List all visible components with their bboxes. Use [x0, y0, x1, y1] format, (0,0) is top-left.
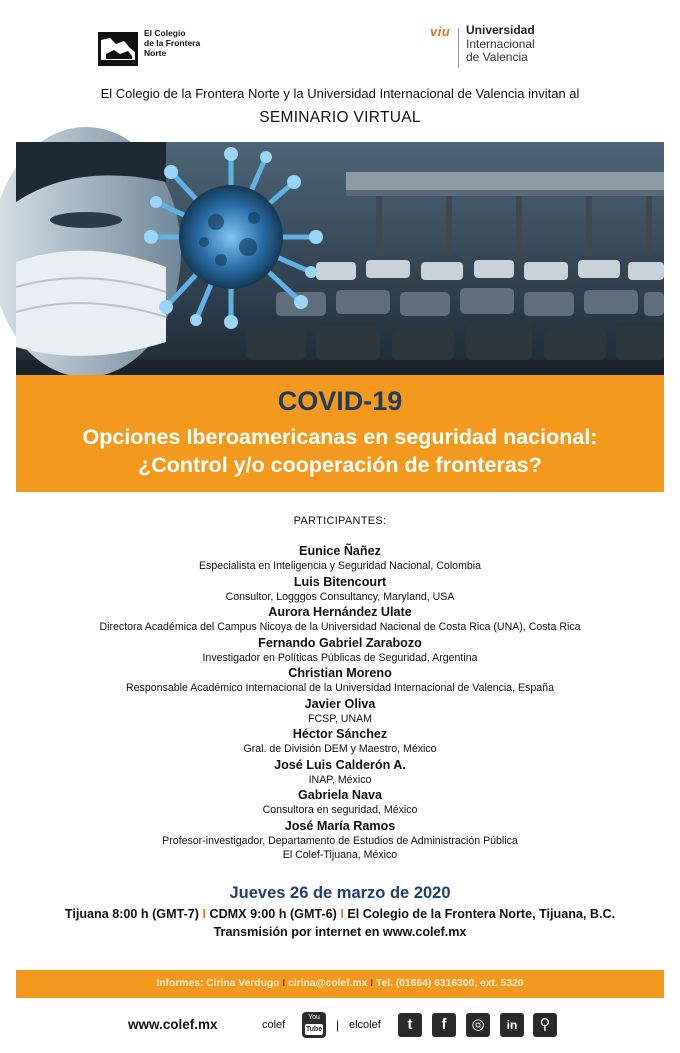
time-tijuana: Tijuana 8:00 h (GMT-7)	[64, 907, 199, 921]
colef-logo	[98, 28, 208, 68]
participant-affiliation: El Colef-Tijuana, México	[282, 849, 398, 861]
participant-affiliation: INAP, México	[308, 773, 372, 786]
viu-logo-line: de Valencia	[466, 50, 528, 64]
participant	[0, 696, 680, 727]
viu-logo-line: Universidad	[466, 23, 535, 37]
participant-affiliation: FCSP, UNAM	[308, 712, 372, 725]
colef-logo-line: de la Frontera	[144, 38, 201, 48]
title-banner	[16, 375, 664, 492]
contact-email[interactable]: cirina@colef.mx	[288, 978, 368, 989]
footer-divider: |	[336, 1018, 340, 1032]
participant-affiliation: Consultora en seguridad, México	[262, 804, 418, 816]
stream-info: Transmisión por internet en www.colef.mx	[213, 925, 467, 939]
colef-logo-line: Norte	[144, 48, 167, 58]
participant-name: Fernando Gabriel Zarabozo	[258, 635, 422, 650]
participant-name: José Luis Calderón A.	[274, 757, 406, 772]
facebook-icon[interactable]: f	[432, 1013, 456, 1037]
event-title: COVID-19	[277, 386, 403, 416]
participant-affiliation: Investigador en Políticas Públicas de Seguridad, Argentina	[202, 651, 478, 664]
event-subtitle-line2: ¿Control y/o cooperación de fronteras?	[138, 453, 542, 477]
participant-affiliation: Especialista en Inteligencia y Seguridad Nacional, Colombia	[198, 560, 482, 572]
viu-logo-line: Internacional	[466, 36, 535, 51]
participant	[0, 787, 680, 818]
hero-illustration	[16, 142, 664, 375]
event-venue: El Colegio de la Frontera Norte, Tijuana, B.C.	[347, 907, 616, 921]
viu-logo-mark: viu	[430, 24, 451, 39]
participant-name: Aurora Hernández Ulate	[268, 605, 412, 619]
participant	[0, 726, 680, 757]
separator: I	[202, 907, 206, 921]
participant	[0, 635, 680, 666]
footer-youtube-handle: colef	[262, 1019, 286, 1031]
colef-logo-text	[144, 28, 200, 58]
colef-logo-mark	[98, 32, 138, 66]
participants-label: PARTICIPANTES:	[293, 515, 387, 527]
separator: I	[340, 907, 344, 921]
youtube-icon-bottom: Tube	[305, 1026, 323, 1033]
separator: I	[282, 978, 286, 989]
contact-phone: Tel. (01664) 6316300, ext. 5320	[376, 978, 524, 989]
seminar-title: SEMINARIO VIRTUAL	[259, 109, 421, 126]
contact-banner	[16, 970, 664, 998]
contact-person: Informes: Cirina Verdugo	[156, 978, 280, 989]
colef-logo-line: El Colegio	[144, 28, 186, 38]
participant-name: José María Ramos	[284, 818, 396, 833]
twitter-icon[interactable]: t	[398, 1013, 422, 1037]
event-date: Jueves 26 de marzo de 2020	[229, 884, 451, 902]
event-subtitle-line1: Opciones Iberoamericanas en seguridad nacional:	[82, 425, 598, 449]
event-times	[0, 907, 680, 921]
participant	[0, 543, 680, 574]
participant	[0, 574, 680, 605]
instagram-icon[interactable]: ◎	[466, 1013, 490, 1037]
linkedin-icon[interactable]: in	[500, 1013, 524, 1037]
separator: I	[370, 978, 374, 989]
viu-logo-text	[466, 24, 535, 65]
participant	[0, 604, 680, 635]
participant-affiliation: Directora Académica del Campus Nicoya de la Universidad Nacional de Costa Rica (UNA), Costa Rica	[99, 621, 581, 633]
footer-website-link[interactable]: www.colef.mx	[128, 1017, 218, 1032]
participant	[0, 818, 680, 863]
participant	[0, 665, 680, 696]
youtube-icon-top: You	[308, 1014, 320, 1021]
participant	[0, 757, 680, 788]
participants-list	[0, 543, 680, 863]
participant-name: Javier Oliva	[304, 696, 376, 711]
hero-image	[16, 142, 664, 375]
footer-social-handle: elcolef	[349, 1019, 381, 1031]
contact-text	[16, 970, 664, 998]
participant-name: Gabriela Nava	[297, 788, 382, 802]
participant-affiliation: Profesor-investigador, Departamento de Estudios de Administración Pública	[162, 834, 518, 847]
youtube-icon[interactable]	[302, 1012, 326, 1038]
participant-name: Héctor Sánchez	[292, 727, 388, 741]
participant-name: Eunice Ñañez	[299, 544, 381, 558]
participant-affiliation: Consultor, Logggos Consultancy, Maryland, USA	[225, 590, 455, 603]
time-cdmx: CDMX 9:00 h (GMT-6)	[209, 907, 337, 921]
participant-name: Christian Moreno	[288, 666, 392, 680]
viu-logo-divider	[458, 28, 459, 68]
viu-logo	[430, 24, 560, 72]
invitation-text: El Colegio de la Frontera Norte y la Universidad Internacional de Valencia invitan al	[100, 86, 580, 101]
participant-affiliation: Gral. de División DEM y Maestro, México	[243, 743, 437, 755]
location-icon[interactable]: ⚲	[533, 1013, 557, 1037]
participant-name: Luis Bitencourt	[293, 574, 387, 589]
participant-affiliation: Responsable Académico Internacional de la Universidad Internacional de Valencia, España	[126, 682, 554, 694]
